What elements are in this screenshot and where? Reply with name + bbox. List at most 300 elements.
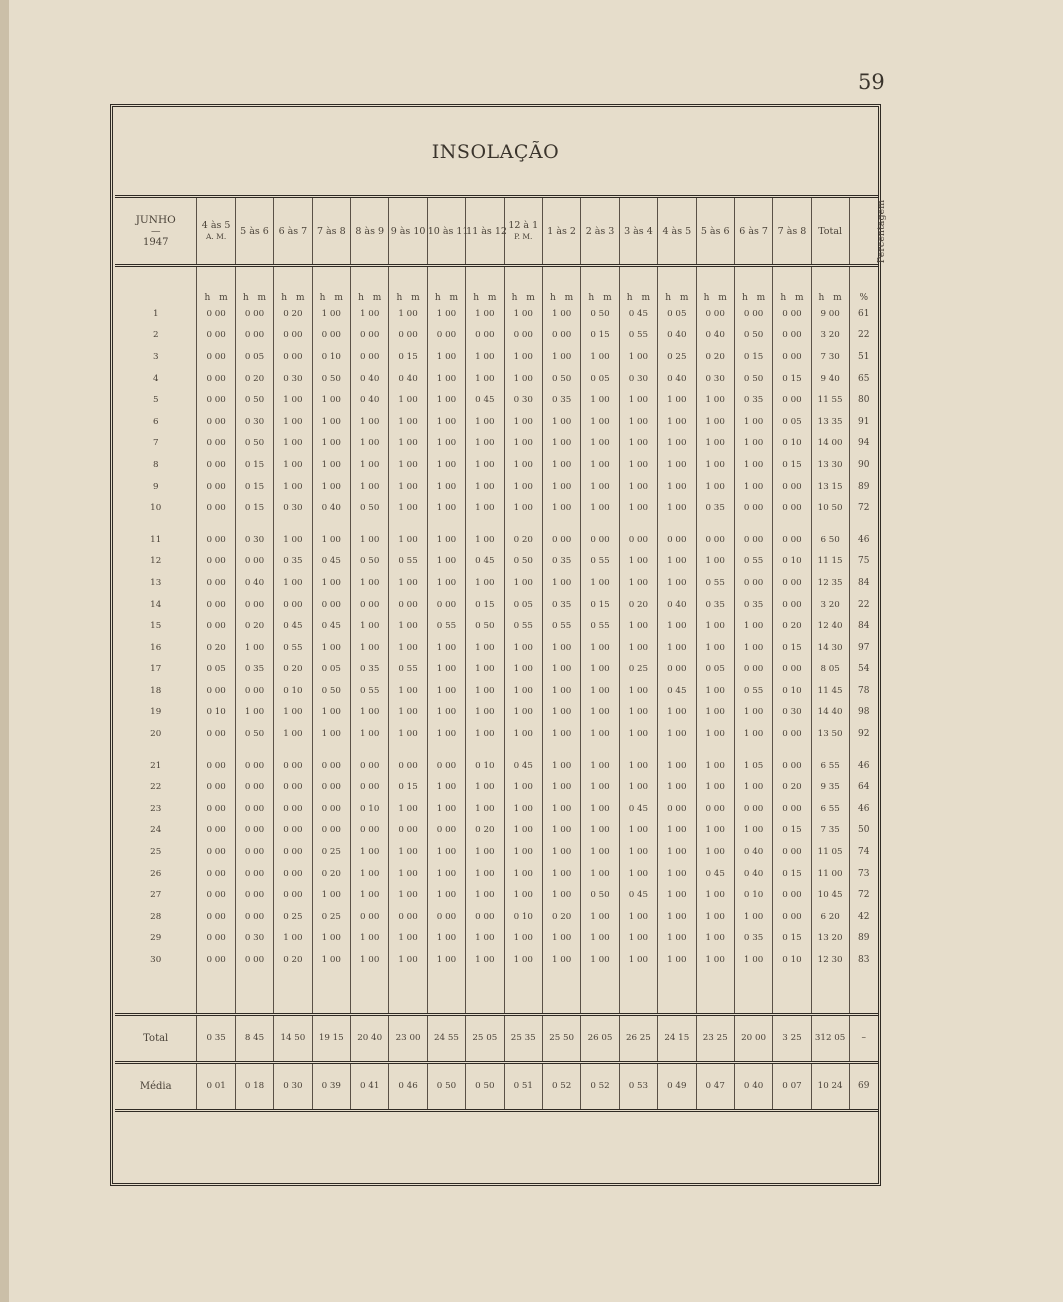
hour-value-cell (389, 755, 427, 777)
value-text: 0 00 (206, 481, 226, 492)
hour-value-cell (734, 497, 772, 519)
day-cell: 12 (150, 556, 162, 567)
value-text: 0 55 (743, 685, 764, 696)
table-row (115, 820, 878, 842)
value-text: 0 40 (360, 395, 380, 406)
hour-value-cell (427, 637, 465, 659)
spacer-cell (773, 971, 811, 1015)
hour-value-cell (773, 476, 811, 498)
hour-value-cell (312, 615, 350, 637)
hour-value-cell (274, 389, 312, 411)
day-cell: 16 (150, 642, 162, 653)
value-text: 1 00 (436, 373, 457, 384)
hour-value-cell (466, 551, 504, 573)
value-text: 0 00 (206, 330, 226, 341)
value-text: 1 00 (475, 481, 495, 492)
value-text: 1 00 (667, 890, 687, 901)
hour-value-cell (197, 551, 235, 573)
hour-value-cell (312, 551, 350, 573)
value-text: 1 00 (436, 503, 457, 514)
value-text: 1 00 (628, 868, 649, 879)
total-value-cell (773, 1014, 811, 1062)
hour-value-cell (542, 551, 580, 573)
hour-value-cell (197, 702, 235, 724)
value-text: 1 00 (321, 577, 341, 588)
daily-total-cell (811, 368, 849, 390)
value-text: 1 00 (475, 351, 495, 362)
value-text: 1 00 (628, 642, 649, 653)
value-text: 1 00 (705, 395, 725, 406)
value-text: 0 00 (206, 351, 226, 362)
value-text: 1 00 (513, 577, 533, 588)
day-cell: 2 (152, 330, 159, 341)
hour-value-cell (773, 346, 811, 368)
hour-value-cell (312, 454, 350, 476)
value-text: 1 00 (551, 664, 572, 675)
hour-value-cell (312, 906, 350, 928)
unit-cell (734, 266, 772, 304)
spacer-cell (466, 971, 504, 1015)
spacer-cell (274, 971, 312, 1015)
hour-value-cell (235, 368, 273, 390)
hour-value-cell (504, 659, 542, 681)
hour-value-cell (581, 551, 619, 573)
hour-value-cell (734, 637, 772, 659)
table-row (115, 346, 878, 368)
hm-unit-label: h m (511, 293, 535, 303)
total-value-cell (696, 1014, 734, 1062)
value-text: 1 00 (590, 729, 610, 740)
value-text: 1 00 (705, 642, 725, 653)
value-text: 1 00 (436, 577, 457, 588)
gap-cell (542, 519, 580, 529)
hour-range-label: 9 às 10 (390, 225, 426, 237)
hour-value-cell (734, 368, 772, 390)
value-text: 23 00 (395, 1033, 421, 1044)
hour-value-cell (581, 497, 619, 519)
hour-value-cell (197, 476, 235, 498)
hour-value-cell (274, 454, 312, 476)
value-text: 0 45 (321, 556, 341, 567)
value-text: 0 00 (244, 760, 265, 771)
percentage-cell: 94 (849, 433, 878, 455)
hour-value-cell (542, 702, 580, 724)
table-row (115, 594, 878, 616)
value-text: 0 10 (782, 955, 802, 966)
hour-value-cell (581, 303, 619, 325)
hour-value-cell (350, 928, 388, 950)
hour-value-cell (581, 928, 619, 950)
daily-total-cell (811, 615, 849, 637)
hour-value-cell (734, 551, 772, 573)
media-value-cell (734, 1062, 772, 1110)
value-text: 0 00 (743, 534, 764, 545)
hour-value-cell (312, 798, 350, 820)
percentage-cell: 50 (849, 820, 878, 842)
spacer-cell (235, 971, 273, 1015)
hour-value-cell (773, 454, 811, 476)
value-text: 1 00 (628, 685, 649, 696)
hour-value-cell (504, 755, 542, 777)
hour-value-cell (696, 594, 734, 616)
value-text: 0 15 (782, 825, 802, 836)
value-text: 12 30 (817, 955, 843, 966)
value-text: 1 00 (628, 933, 649, 944)
table-row (115, 454, 878, 476)
hour-value-cell (350, 346, 388, 368)
hour-value-cell (350, 497, 388, 519)
unit-cell (658, 266, 696, 304)
value-text: 0 15 (782, 642, 802, 653)
hour-column-header (658, 197, 696, 266)
gap-cell (773, 519, 811, 529)
value-text: 0 45 (475, 556, 495, 567)
total-value-cell (811, 1014, 849, 1062)
hour-value-cell (773, 949, 811, 971)
day-cell: 25 (150, 847, 162, 858)
value-text: 0 00 (782, 760, 802, 771)
hour-value-cell (235, 755, 273, 777)
value-text: 1 00 (551, 933, 572, 944)
table-end-spacer (115, 971, 878, 1015)
hour-value-cell (197, 680, 235, 702)
value-text: 0 20 (283, 955, 303, 966)
hour-value-cell (235, 389, 273, 411)
hour-value-cell (312, 755, 350, 777)
value-text: 1 00 (398, 395, 418, 406)
value-text: 0 00 (206, 459, 226, 470)
value-text: 0 00 (782, 395, 802, 406)
hour-value-cell (427, 702, 465, 724)
hour-value-cell (504, 841, 542, 863)
spacer-cell (197, 971, 235, 1015)
value-text: 1 00 (551, 955, 572, 966)
value-text: 1 00 (436, 803, 457, 814)
value-text: 14 40 (817, 707, 843, 718)
hour-value-cell (504, 776, 542, 798)
hour-value-cell (197, 949, 235, 971)
value-text: 0 05 (705, 664, 725, 675)
hour-value-cell (274, 702, 312, 724)
hour-value-cell (696, 615, 734, 637)
hour-value-cell (350, 702, 388, 724)
value-text: 0 35 (244, 664, 265, 675)
value-text: 10 50 (817, 503, 843, 514)
value-text: 0 05 (206, 664, 226, 675)
percentage-cell: 89 (849, 476, 878, 498)
hour-value-cell (427, 680, 465, 702)
unit-cell (427, 266, 465, 304)
hour-value-cell (427, 346, 465, 368)
hour-value-cell (734, 389, 772, 411)
value-text: 1 00 (475, 933, 495, 944)
hour-value-cell (542, 346, 580, 368)
hour-value-cell (734, 702, 772, 724)
table-row (115, 755, 878, 777)
hour-value-cell (466, 680, 504, 702)
hour-value-cell (734, 615, 772, 637)
hour-value-cell (773, 820, 811, 842)
spacer-cell (849, 971, 878, 1015)
hour-range-label: 4 às 5 (201, 220, 231, 231)
value-text: 0 47 (705, 1081, 725, 1092)
hour-value-cell (658, 798, 696, 820)
hour-value-cell (734, 476, 772, 498)
value-text: 1 00 (743, 481, 764, 492)
table-header-row (115, 197, 878, 266)
value-text: 1 00 (436, 868, 457, 879)
value-text: 1 00 (513, 890, 533, 901)
table-row (115, 325, 878, 347)
value-text: 0 00 (743, 577, 764, 588)
value-text: 1 00 (705, 760, 725, 771)
value-text: 1 00 (475, 503, 495, 514)
value-text: 1 00 (436, 416, 457, 427)
value-text: 1 00 (551, 459, 572, 470)
value-text: 0 55 (705, 577, 725, 588)
hour-value-cell (658, 884, 696, 906)
hour-value-cell (312, 637, 350, 659)
percentage-cell: 91 (849, 411, 878, 433)
day-cell: 3 (152, 351, 159, 362)
day-cell: 28 (150, 911, 162, 922)
value-text: 6 55 (820, 803, 840, 814)
hour-value-cell (658, 863, 696, 885)
day-cell: 22 (150, 782, 162, 793)
value-text: 1 00 (283, 707, 303, 718)
table-row (115, 529, 878, 551)
value-text: 0 00 (360, 782, 380, 793)
value-text: 1 00 (398, 847, 418, 858)
hour-value-cell (350, 325, 388, 347)
value-text: 0 18 (244, 1081, 265, 1092)
hour-value-cell (773, 411, 811, 433)
value-text: 1 00 (360, 868, 380, 879)
hour-range-label: 5 às 6 (700, 225, 730, 237)
value-text: 0 20 (782, 782, 802, 793)
hour-value-cell (773, 798, 811, 820)
value-text: 25 05 (472, 1033, 498, 1044)
value-text: 0 40 (398, 373, 418, 384)
value-text: 0 15 (398, 351, 418, 362)
hour-value-cell (389, 454, 427, 476)
hour-value-cell (197, 389, 235, 411)
day-cell: 10 (150, 503, 162, 514)
media-value-cell (389, 1062, 427, 1110)
value-text: 1 00 (398, 308, 418, 319)
value-text: 1 00 (743, 642, 764, 653)
day-cell: 5 (152, 395, 159, 406)
value-text: 0 00 (244, 330, 265, 341)
hour-value-cell (504, 411, 542, 433)
hour-value-cell (696, 798, 734, 820)
hour-value-cell (619, 776, 657, 798)
value-text: 0 00 (206, 868, 226, 879)
hour-value-cell (581, 594, 619, 616)
hour-value-cell (734, 346, 772, 368)
value-text: 1 00 (590, 933, 610, 944)
hour-value-cell (274, 615, 312, 637)
total-value-cell (734, 1014, 772, 1062)
value-text: 11 45 (817, 685, 843, 696)
hour-value-cell (466, 820, 504, 842)
hour-value-cell (389, 776, 427, 798)
value-text: 0 00 (551, 330, 572, 341)
hour-value-cell (619, 841, 657, 863)
hour-value-cell (581, 433, 619, 455)
value-text: 0 00 (244, 868, 265, 879)
percentage-cell: 80 (849, 389, 878, 411)
value-text: 0 45 (475, 395, 495, 406)
value-text: 0 40 (667, 599, 687, 610)
hour-value-cell (350, 863, 388, 885)
value-text: 0 25 (283, 911, 303, 922)
hour-value-cell (542, 776, 580, 798)
value-text: 1 00 (667, 503, 687, 514)
value-text: 0 20 (475, 825, 495, 836)
value-text: 1 00 (283, 416, 303, 427)
value-text: 1 00 (436, 534, 457, 545)
hour-value-cell (235, 551, 273, 573)
daily-total-cell (811, 572, 849, 594)
hour-value-cell (274, 476, 312, 498)
value-text: 0 20 (244, 373, 265, 384)
hour-value-cell (427, 755, 465, 777)
value-text: 1 00 (360, 707, 380, 718)
hour-value-cell (504, 949, 542, 971)
hour-value-cell (619, 411, 657, 433)
value-text: 1 00 (513, 459, 533, 470)
hour-value-cell (619, 820, 657, 842)
value-text: 0 00 (743, 503, 764, 514)
hour-value-cell (274, 368, 312, 390)
hour-value-cell (696, 659, 734, 681)
table-row (115, 949, 878, 971)
value-text: 1 00 (321, 890, 341, 901)
value-text: 11 05 (817, 847, 843, 858)
value-text: 0 40 (244, 577, 265, 588)
hour-value-cell (466, 755, 504, 777)
gap-cell (350, 745, 388, 755)
hour-value-cell (504, 820, 542, 842)
value-text: 12 40 (817, 621, 843, 632)
day-cell: 17 (150, 664, 162, 675)
hour-range-label: 11 às 12 (466, 225, 507, 237)
gap-cell (773, 745, 811, 755)
hour-value-cell (504, 325, 542, 347)
day-cell: 19 (150, 707, 162, 718)
gap-cell (389, 745, 427, 755)
value-text: 0 20 (513, 534, 533, 545)
hour-value-cell (350, 368, 388, 390)
hour-value-cell (658, 551, 696, 573)
value-text: 0 00 (628, 534, 649, 545)
hour-value-cell (350, 659, 388, 681)
hour-value-cell (542, 928, 580, 950)
value-text: 1 00 (667, 760, 687, 771)
hour-value-cell (581, 389, 619, 411)
hour-value-cell (389, 476, 427, 498)
table-row (115, 368, 878, 390)
value-text: 1 00 (321, 933, 341, 944)
hour-value-cell (658, 594, 696, 616)
unit-cell (696, 266, 734, 304)
value-text: 1 00 (705, 955, 725, 966)
value-text: 1 00 (283, 438, 303, 449)
hour-column-header (427, 197, 469, 266)
value-text: 1 00 (360, 416, 380, 427)
hour-value-cell (581, 659, 619, 681)
gap-cell (849, 519, 878, 529)
gap-cell (696, 745, 734, 755)
value-text: 1 00 (283, 933, 303, 944)
value-text: 0 00 (206, 890, 226, 901)
hour-value-cell (619, 659, 657, 681)
hour-value-cell (619, 949, 657, 971)
total-value-cell (274, 1014, 312, 1062)
hour-value-cell (542, 368, 580, 390)
hour-value-cell (274, 529, 312, 551)
hour-value-cell (619, 572, 657, 594)
hour-value-cell (696, 776, 734, 798)
value-text: 1 00 (590, 642, 610, 653)
percentage-cell: 65 (849, 368, 878, 390)
hour-value-cell (734, 776, 772, 798)
value-text: 0 00 (206, 503, 226, 514)
value-text: 0 00 (398, 330, 418, 341)
value-text: 1 00 (705, 438, 725, 449)
percentage-header (849, 197, 887, 266)
hour-value-cell (466, 949, 504, 971)
value-text: 0 40 (743, 847, 764, 858)
value-text: 1 00 (436, 308, 457, 319)
value-text: 0 45 (283, 621, 303, 632)
value-text: 1 00 (475, 416, 495, 427)
gap-cell (274, 745, 312, 755)
value-text: 0 00 (321, 825, 341, 836)
value-text: 24 15 (664, 1033, 690, 1044)
percentage-cell: 89 (849, 928, 878, 950)
spacer-cell (658, 971, 696, 1015)
hour-value-cell (197, 411, 235, 433)
hour-value-cell (581, 906, 619, 928)
hour-value-cell (466, 325, 504, 347)
hour-value-cell (581, 572, 619, 594)
hour-value-cell (274, 411, 312, 433)
hour-value-cell (619, 723, 657, 745)
value-text: 1 00 (475, 955, 495, 966)
value-text: 0 00 (398, 911, 418, 922)
gap-cell (115, 519, 197, 529)
value-text: 0 55 (436, 621, 457, 632)
hour-value-cell (619, 702, 657, 724)
hour-value-cell (773, 389, 811, 411)
daily-total-cell (811, 798, 849, 820)
value-text: 0 15 (782, 868, 802, 879)
hour-value-cell (542, 863, 580, 885)
hour-column-header (696, 197, 734, 266)
hour-value-cell (274, 928, 312, 950)
hour-value-cell (350, 776, 388, 798)
hour-value-cell (734, 906, 772, 928)
hour-value-cell (312, 476, 350, 498)
hour-value-cell (658, 680, 696, 702)
value-text: 1 00 (360, 459, 380, 470)
value-text: 1 00 (436, 351, 457, 362)
day-cell: 7 (152, 438, 159, 449)
hour-value-cell (619, 368, 657, 390)
value-text: 0 00 (743, 664, 764, 675)
